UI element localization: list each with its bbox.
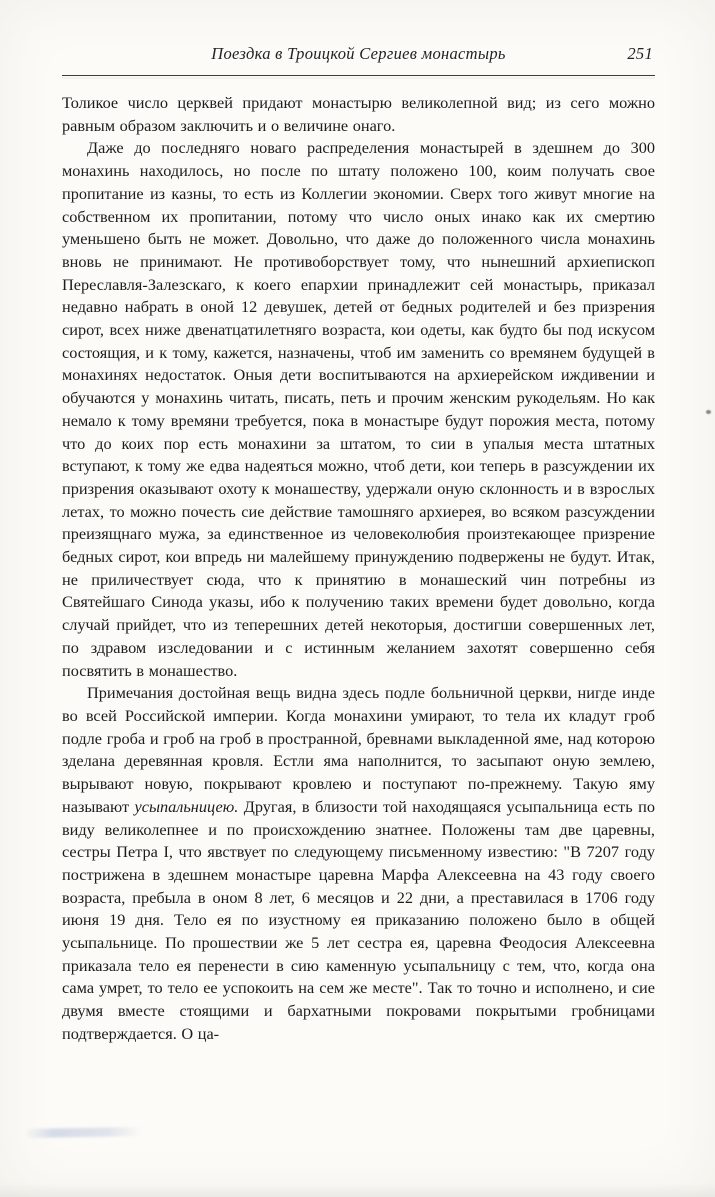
paragraph-1: Толикое число церквей придают монастырю великолепной вид; из сего можно равным образом заключить и о величине онаго. bbox=[62, 93, 655, 135]
italic-term-usypalnitsa: усыпальницею. bbox=[134, 796, 239, 816]
page-number: 251 bbox=[627, 44, 653, 63]
paragraph-3 bbox=[62, 682, 655, 1045]
header-rule bbox=[62, 75, 655, 76]
page-body bbox=[62, 92, 655, 1046]
paragraph-3-text-after: Другая, в близости той находящаяся усыпальница есть по виду великолепнее и по происхождению знатнее. Положены там две царевны, сестры Петра I, что явствует по следующему письменному известию: "В 7207 году пострижена в здешнем монастыре царевна Марфа Алексеевна на 43 году своего возраста, пребыла в оном 8 лет, 6 месяцов и 22 дни, а преставилася в 1706 году июня 19 дня. Тело ея по изустному ея приказанию положено было в общей усыпальнице. По прошествии же 5 лет сестра ея, царевна Феодосия Алексеевна приказала тело ея перенести в сию каменную усыпальницу с тем, что, когда она сама умрет, то тело ее успокоить на сем же месте". Так то точно и исполнено, и сие двумя вместе стоящими и бархатными покровами покрытыми гробницами подтверждается. О ца- bbox=[62, 796, 655, 1043]
scan-smudge-artifact bbox=[24, 1127, 142, 1138]
page-header bbox=[62, 44, 655, 68]
running-title: Поездка в Троицкой Сергиев монастырь bbox=[211, 44, 506, 63]
scan-edge-shadow bbox=[0, 1183, 715, 1197]
paragraph-3-text-before: Примечания достойная вещь видна здесь подле больничной церкви, нигде инде во всей Российской империи. Когда монахини умирают, то тела их кладут гроб подле гроба и гроб на гроб в пространной, бревнами выкладенной яме, над которою зделана деревянная кровля. Естли яма наполнится, то засыпают оную землею, вырывают новую, покрывают кровлею и поступают по-прежнему. Такую яму называют bbox=[62, 683, 655, 816]
page-content bbox=[62, 44, 655, 1046]
scan-speck-artifact bbox=[706, 410, 711, 414]
paragraph-2: Даже до последняго новаго распределения монастырей в здешнем до 300 монахинь находилось, но после по штату положено 100, коим получать свое пропитание из казны, то есть из Коллегии экономии. Сверх того живут многие на собственном их пропитании, потому что число оных инако как их смертию уменьшено быть не может. Довольно, что даже до положенного числа монахинь вновь не принимают. Не противоборствует тому, что нынешний архиепископ Переславля-Залезскаго, к коего епархии принадлежит сей монастырь, приказал недавно набрать в оной 12 девушек, детей от бедных родителей и без призрения сирот, всех ниже двенатцатилетняго возраста, кои одеты, как будто бы под искусом состоящия, и к тому, кажется, назначены, чтоб им заменить со времянем будущей в монахинях недостаток. Оныя дети воспитываются на архиерейском иждивении и обучаются у монахинь читать, писать, петь и прочим женским рукодельям. Но как немало к тому времяни требуется, пока в монастыре будут порожия места, потому что до коих пор есть монахини за штатом, то сии в упалыя места штатных вступают, к тому же едва надеяться можно, чтоб дети, кои теперь в разсуждении их призрения оказывают охоту к монашеству, удержали оную склонность и в взрослых летах, то можно почесть сие действие тамошняго архиерея, во всяком разсуждении преизящнаго мужа, за единственное из человеколюбия произтекающее призрение бедных сирот, кои впредь ни малейшему принуждению подвержены не будут. Итак, не приличествует сюда, что к принятию в монашеский чин потребны из Святейшаго Синода указы, ибо к получению таких времени будет довольно, когда случай прийдет, что из теперешних детей некоторыя, достигши совершенных лет, по здравом изследовании и с истинным желанием захотят совершенно себя посвятить в монашество. bbox=[62, 138, 655, 680]
